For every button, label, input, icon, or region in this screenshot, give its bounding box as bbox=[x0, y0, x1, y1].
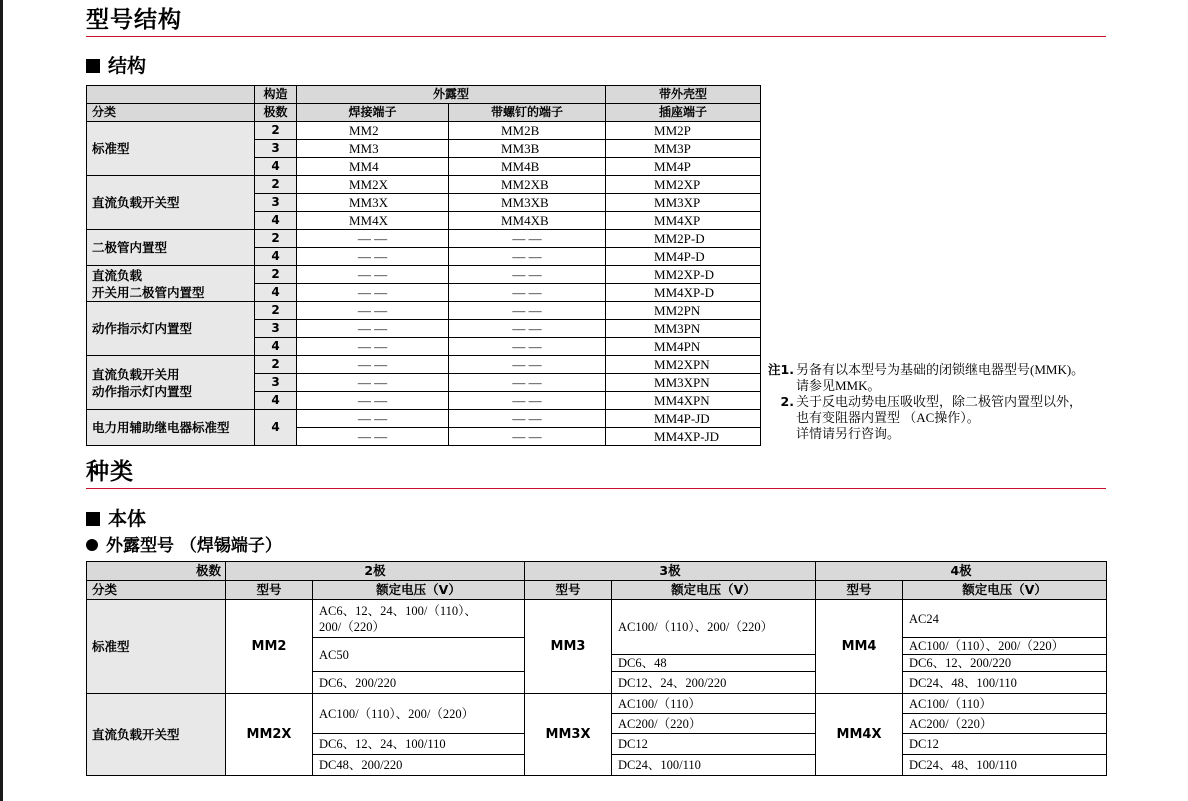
category-cell: 标准型 bbox=[87, 600, 226, 694]
category-cell: 动作指示灯内置型 bbox=[87, 302, 255, 356]
pole-cell: 3 bbox=[255, 374, 297, 392]
section-divider bbox=[86, 488, 1106, 489]
screw-model: — — bbox=[449, 248, 606, 266]
solder-model: — — bbox=[297, 356, 449, 374]
socket-model: MM2XPN bbox=[606, 356, 761, 374]
note-line: 关于反电动势电压吸收型，除二极管内置型以外， bbox=[796, 394, 1083, 409]
voltage-cell: AC200/（220） bbox=[903, 714, 1107, 734]
category-cell: 二极管内置型 bbox=[87, 230, 255, 266]
header-solder: 焊接端子 bbox=[297, 104, 449, 122]
subsection-label: 结构 bbox=[108, 55, 147, 77]
voltage-cell: DC6、48 bbox=[612, 655, 816, 672]
table-row bbox=[87, 122, 761, 140]
pole-cell: 4 bbox=[255, 158, 297, 176]
solder-model: — — bbox=[297, 410, 449, 428]
subsubsection-exposed-solder bbox=[86, 535, 282, 557]
solder-model: MM4X bbox=[297, 212, 449, 230]
voltage-cell: AC100/（110） bbox=[612, 694, 816, 714]
voltage-cell: DC48、200/220 bbox=[313, 755, 525, 776]
header-blank bbox=[87, 86, 255, 104]
note-number: 注1. bbox=[768, 362, 794, 377]
header-poles: 极数 bbox=[87, 562, 226, 581]
screw-model: — — bbox=[449, 266, 606, 284]
voltage-cell: AC50 bbox=[313, 638, 525, 672]
header-poles: 极数 bbox=[255, 104, 297, 122]
voltage-line: 200/（220） bbox=[319, 619, 385, 634]
solder-model: — — bbox=[297, 284, 449, 302]
header-model: 型号 bbox=[226, 581, 313, 600]
screw-model: — — bbox=[449, 320, 606, 338]
voltage-cell: DC24、48、100/110 bbox=[903, 755, 1107, 776]
header-3-pole: 3极 bbox=[525, 562, 816, 581]
table-row bbox=[87, 600, 1107, 617]
category-line: 开关用二极管内置型 bbox=[92, 284, 205, 300]
structure-table bbox=[86, 85, 761, 446]
pole-cell: 4 bbox=[255, 338, 297, 356]
solder-model: MM3X bbox=[297, 194, 449, 212]
circle-bullet-icon bbox=[86, 539, 98, 551]
socket-model: MM2XP-D bbox=[606, 266, 761, 284]
pole-cell: 4 bbox=[255, 392, 297, 410]
note-line: 请参见MMK。 bbox=[796, 378, 881, 393]
screw-model: — — bbox=[449, 356, 606, 374]
socket-model: MM4P-JD bbox=[606, 410, 761, 428]
pole-cell: 4 bbox=[255, 284, 297, 302]
voltage-cell: AC200/（220） bbox=[612, 714, 816, 734]
solder-model: — — bbox=[297, 428, 449, 446]
voltage-cell: DC12 bbox=[612, 734, 816, 755]
solder-model: — — bbox=[297, 392, 449, 410]
voltage-cell: AC100/（110）、200/（220） bbox=[612, 600, 816, 655]
screw-model: — — bbox=[449, 410, 606, 428]
pole-cell: 2 bbox=[255, 302, 297, 320]
voltage-cell: AC100/（110） bbox=[903, 694, 1107, 714]
voltage-cell bbox=[313, 600, 525, 638]
solder-model: — — bbox=[297, 266, 449, 284]
section-divider bbox=[86, 36, 1106, 37]
model-cell: MM2 bbox=[226, 600, 313, 694]
section-title-model-structure: 型号结构 bbox=[86, 7, 182, 33]
header-socket: 插座端子 bbox=[606, 104, 761, 122]
types-table bbox=[86, 561, 1107, 776]
pole-cell: 4 bbox=[255, 248, 297, 266]
header-2-pole: 2极 bbox=[226, 562, 525, 581]
voltage-cell: DC6、12、24、100/110 bbox=[313, 734, 525, 755]
socket-model: MM3P bbox=[606, 140, 761, 158]
socket-model: MM4PN bbox=[606, 338, 761, 356]
socket-model: MM2P bbox=[606, 122, 761, 140]
header-voltage: 额定电压（V） bbox=[612, 581, 816, 600]
voltage-line: AC6、12、24、100/（110）、 bbox=[319, 603, 477, 618]
pole-cell: 2 bbox=[255, 122, 297, 140]
voltage-cell: DC12 bbox=[903, 734, 1107, 755]
voltage-cell: DC6、12、200/220 bbox=[903, 655, 1107, 672]
socket-model: MM4XP-D bbox=[606, 284, 761, 302]
category-cell bbox=[87, 356, 255, 410]
pole-cell: 2 bbox=[255, 230, 297, 248]
screw-model: — — bbox=[449, 374, 606, 392]
voltage-cell: DC24、100/110 bbox=[612, 755, 816, 776]
section-title-types: 种类 bbox=[86, 459, 134, 485]
socket-model: MM2PN bbox=[606, 302, 761, 320]
socket-model: MM3XPN bbox=[606, 374, 761, 392]
screw-model: MM3B bbox=[449, 140, 606, 158]
header-category: 分类 bbox=[87, 104, 255, 122]
category-line: 动作指示灯内置型 bbox=[92, 383, 193, 399]
header-model: 型号 bbox=[525, 581, 612, 600]
solder-model: MM2 bbox=[297, 122, 449, 140]
table-row bbox=[87, 230, 761, 248]
category-line: 直流负载 bbox=[92, 267, 143, 283]
square-bullet-icon bbox=[86, 59, 100, 73]
voltage-cell: DC24、48、100/110 bbox=[903, 672, 1107, 694]
socket-model: MM4XPN bbox=[606, 392, 761, 410]
pole-cell: 3 bbox=[255, 140, 297, 158]
note-line: 另备有以本型号为基础的闭锁继电器型号(MMK)。 bbox=[796, 362, 1085, 377]
model-cell: MM4X bbox=[816, 694, 903, 776]
subsubsection-label: 外露型号 （焊锡端子） bbox=[106, 536, 282, 556]
pole-cell: 2 bbox=[255, 356, 297, 374]
screw-model: — — bbox=[449, 392, 606, 410]
solder-model: MM4 bbox=[297, 158, 449, 176]
square-bullet-icon bbox=[86, 512, 100, 526]
table-row bbox=[87, 694, 1107, 714]
category-cell: 直流负载开关型 bbox=[87, 176, 255, 230]
solder-model: MM2X bbox=[297, 176, 449, 194]
solder-model: — — bbox=[297, 302, 449, 320]
socket-model: MM4XP-JD bbox=[606, 428, 761, 446]
table-row bbox=[87, 410, 761, 428]
pole-cell: 4 bbox=[255, 410, 297, 446]
category-cell bbox=[87, 266, 255, 302]
header-category: 分类 bbox=[87, 581, 226, 600]
note-line: 也有变阻器内置型 （AC操作）。 bbox=[796, 410, 980, 425]
screw-model: — — bbox=[449, 302, 606, 320]
socket-model: MM4XP bbox=[606, 212, 761, 230]
table-row bbox=[87, 176, 761, 194]
screw-model: — — bbox=[449, 428, 606, 446]
solder-model: — — bbox=[297, 230, 449, 248]
socket-model: MM4P bbox=[606, 158, 761, 176]
socket-model: MM4P-D bbox=[606, 248, 761, 266]
voltage-cell: DC6、200/220 bbox=[313, 672, 525, 694]
note-2 bbox=[766, 394, 1111, 442]
header-4-pole: 4极 bbox=[816, 562, 1107, 581]
subsection-structure bbox=[86, 54, 146, 78]
screw-model: MM4B bbox=[449, 158, 606, 176]
subsection-body bbox=[86, 507, 146, 531]
notes-block bbox=[766, 362, 1111, 442]
header-model: 型号 bbox=[816, 581, 903, 600]
table-row bbox=[87, 266, 761, 284]
screw-model: — — bbox=[449, 338, 606, 356]
left-border-line bbox=[0, 0, 3, 801]
header-exposed: 外露型 bbox=[297, 86, 606, 104]
header-screw: 带螺钉的端子 bbox=[449, 104, 606, 122]
socket-model: MM2XP bbox=[606, 176, 761, 194]
solder-model: MM3 bbox=[297, 140, 449, 158]
screw-model: MM3XB bbox=[449, 194, 606, 212]
header-with-case: 带外壳型 bbox=[606, 86, 761, 104]
screw-model: MM4XB bbox=[449, 212, 606, 230]
model-cell: MM3 bbox=[525, 600, 612, 694]
header-construction: 构造 bbox=[255, 86, 297, 104]
solder-model: — — bbox=[297, 338, 449, 356]
category-cell: 标准型 bbox=[87, 122, 255, 176]
socket-model: MM2P-D bbox=[606, 230, 761, 248]
screw-model: — — bbox=[449, 284, 606, 302]
model-cell: MM4 bbox=[816, 600, 903, 694]
category-line: 直流负载开关用 bbox=[92, 366, 180, 382]
screw-model: MM2B bbox=[449, 122, 606, 140]
voltage-cell: AC100/（110）、200/（220） bbox=[313, 694, 525, 734]
note-1 bbox=[766, 362, 1111, 394]
voltage-cell: AC100/（110）、200/（220） bbox=[903, 638, 1107, 655]
solder-model: — — bbox=[297, 374, 449, 392]
solder-model: — — bbox=[297, 248, 449, 266]
table-row bbox=[87, 302, 761, 320]
model-cell: MM2X bbox=[226, 694, 313, 776]
note-line: 详情请另行咨询。 bbox=[796, 426, 901, 441]
note-number: 2. bbox=[780, 394, 794, 409]
pole-cell: 2 bbox=[255, 266, 297, 284]
subsection-label: 本体 bbox=[108, 508, 147, 530]
category-cell: 直流负载开关型 bbox=[87, 694, 226, 776]
screw-model: MM2XB bbox=[449, 176, 606, 194]
pole-cell: 3 bbox=[255, 194, 297, 212]
pole-cell: 4 bbox=[255, 212, 297, 230]
category-cell: 电力用辅助继电器标准型 bbox=[87, 410, 255, 446]
pole-cell: 2 bbox=[255, 176, 297, 194]
header-voltage: 额定电压（V） bbox=[903, 581, 1107, 600]
model-cell: MM3X bbox=[525, 694, 612, 776]
solder-model: — — bbox=[297, 320, 449, 338]
screw-model: — — bbox=[449, 230, 606, 248]
voltage-cell: DC12、24、200/220 bbox=[612, 672, 816, 694]
voltage-cell: AC24 bbox=[903, 600, 1107, 638]
table-row bbox=[87, 356, 761, 374]
socket-model: MM3XP bbox=[606, 194, 761, 212]
header-voltage: 额定电压（V） bbox=[313, 581, 525, 600]
socket-model: MM3PN bbox=[606, 320, 761, 338]
pole-cell: 3 bbox=[255, 320, 297, 338]
